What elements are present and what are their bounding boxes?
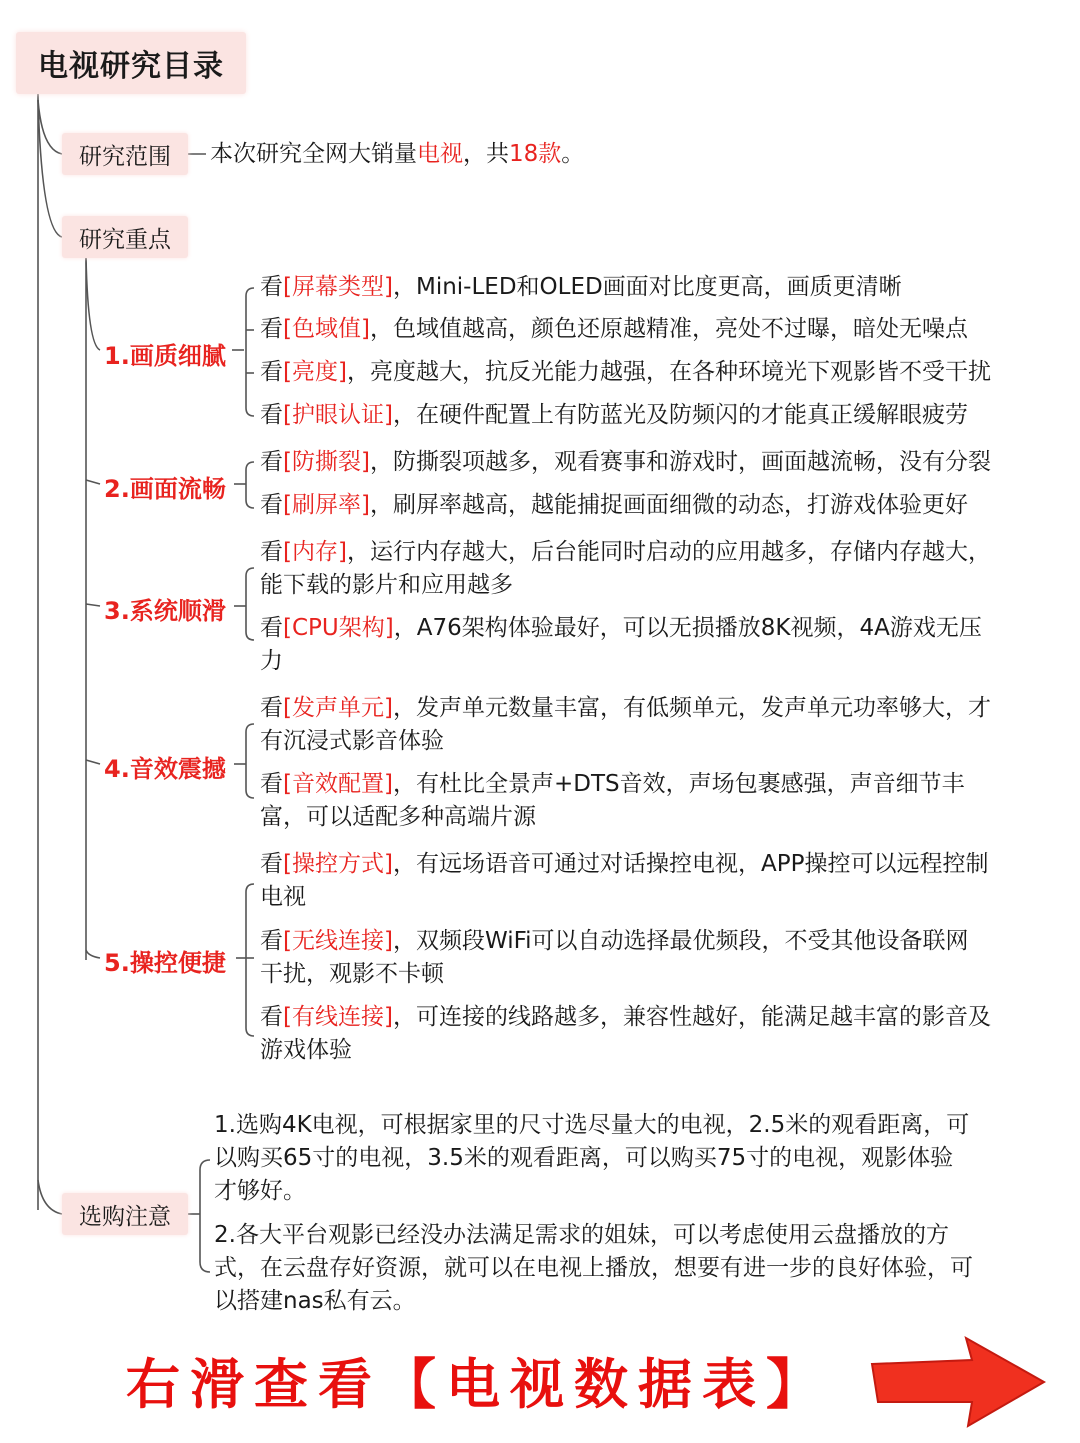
look-prefix: 看 [260, 274, 283, 300]
item-desc-2: 力 [260, 648, 283, 674]
note-line: 1.选购4K电视，可根据家里的尺寸选尽量大的电视，2.5米的观看距离，可 [214, 1112, 970, 1138]
item-eye-care: 看[护眼认证]，在硬件配置上有防蓝光及防频闪的才能真正缓解眼疲劳 [260, 402, 968, 428]
item-key: [内存] [283, 539, 347, 565]
scope-label: 研究范围 [62, 133, 188, 175]
item-anti-tearing: 看[防撕裂]，防撕裂项越多，观看赛事和游戏时，画面越流畅，没有分裂 [260, 449, 991, 475]
item-desc: ，防撕裂项越多，观看赛事和游戏时，画面越流畅，没有分裂 [369, 449, 991, 475]
item-desc: ，有杜比全景声+DTS音效，声场包裹感强，声音细节丰 [392, 771, 965, 797]
note-line: 以购买65寸的电视，3.5米的观看距离，可以购买75寸的电视，观影体验 [214, 1145, 954, 1171]
item-desc: ，刷屏率越高，越能捕捉画面细微的动态，打游戏体验更好 [369, 492, 968, 518]
note-line: 式，在云盘存好资源，就可以在电视上播放，想要有进一步的良好体验，可 [214, 1255, 973, 1281]
item-cpu: 看[CPU架构]，A76架构体验最好，可以无损播放8K视频，4A游戏无压 力 [260, 615, 982, 674]
item-key: [屏幕类型] [283, 274, 393, 300]
scope-text-suffix: 。 [561, 141, 585, 167]
group-title-system: 3.系统顺滑 [104, 597, 226, 625]
item-screen-type [260, 271, 902, 304]
item-desc: ，运行内存越大，后台能同时启动的应用越多，存储内存越大， [346, 539, 991, 565]
scope-text-mid: ，共 [463, 141, 509, 167]
item-memory: 看[内存]，运行内存越大，后台能同时启动的应用越多，存储内存越大， 能下载的影片和应用越多 [260, 539, 991, 598]
item-key: [操控方式] [283, 851, 393, 877]
scope-highlight-tv: 电视 [417, 141, 463, 167]
item-desc: ，有远场语音可通过对话操控电视，APP操控可以远程控制 [392, 851, 989, 877]
item-key: [有线连接] [283, 1004, 393, 1030]
root-title: 电视研究目录 [16, 32, 246, 94]
group-title-audio: 4.音效震撼 [104, 755, 226, 783]
item-control-method: 看[操控方式]，有远场语音可通过对话操控电视，APP操控可以远程控制 电视 [260, 851, 989, 910]
item-desc: ，色域值越高，颜色还原越精准，亮处不过曝，暗处无噪点 [369, 316, 968, 342]
item-desc: ，亮度越大，抗反光能力越强，在各种环境光下观影皆不受干扰 [346, 359, 991, 385]
item-key: [音效配置] [283, 771, 393, 797]
group-title-picture-quality: 1.画质细腻 [104, 342, 226, 370]
item-desc: ，双频段WiFi可以自动选择最优频段，不受其他设备联网 [392, 928, 969, 954]
item-desc: ，Mini-LED和OLED画面对比度更高，画质更清晰 [392, 274, 902, 300]
item-key: [色域值] [283, 316, 370, 342]
note-item-1 [214, 1109, 969, 1208]
group-title-smoothness: 2.画面流畅 [104, 475, 226, 503]
item-key: [无线连接] [283, 928, 393, 954]
item-desc-2: 游戏体验 [260, 1037, 352, 1063]
group-title-control: 5.操控便捷 [104, 949, 226, 977]
swipe-right-banner: 右滑查看【电视数据表】 [126, 1352, 830, 1416]
note-item-2 [214, 1219, 973, 1318]
item-audio-config: 看[音效配置]，有杜比全景声+DTS音效，声场包裹感强，声音细节丰 富，可以适配多种高端片源 [260, 771, 965, 830]
item-color-gamut: 看[色域值]，色域值越高，颜色还原越精准，亮处不过曝，暗处无噪点 [260, 316, 968, 342]
item-desc-2: 电视 [260, 884, 306, 910]
item-key: [亮度] [283, 359, 347, 385]
item-desc-2: 有沉浸式影音体验 [260, 728, 444, 754]
scope-highlight-count: 18款 [509, 141, 562, 167]
note-line: 才够好。 [214, 1178, 306, 1204]
item-key: [护眼认证] [283, 402, 393, 428]
focus-label: 研究重点 [62, 216, 188, 258]
item-speaker-units: 看[发声单元]，发声单元数量丰富，有低频单元，发声单元功率够大，才 有沉浸式影音体验 [260, 695, 991, 754]
item-key: [发声单元] [283, 695, 393, 721]
item-key: [防撕裂] [283, 449, 370, 475]
item-wireless: 看[无线连接]，双频段WiFi可以自动选择最优频段，不受其他设备联网 干扰，观影不卡顿 [260, 928, 969, 987]
right-arrow-icon [868, 1330, 1048, 1430]
note-line: 2.各大平台观影已经没办法满足需求的姐妹，可以考虑使用云盘播放的方 [214, 1222, 949, 1248]
item-desc-2: 能下载的影片和应用越多 [260, 572, 513, 598]
item-desc-2: 干扰，观影不卡顿 [260, 961, 444, 987]
item-brightness: 看[亮度]，亮度越大，抗反光能力越强，在各种环境光下观影皆不受干扰 [260, 359, 991, 385]
item-desc: ，可连接的线路越多，兼容性越好，能满足越丰富的影音及 [392, 1004, 991, 1030]
notes-label: 选购注意 [62, 1193, 188, 1235]
item-key: [CPU架构] [283, 615, 394, 641]
item-wired: 看[有线连接]，可连接的线路越多，兼容性越好，能满足越丰富的影音及 游戏体验 [260, 1004, 991, 1063]
item-desc-2: 富，可以适配多种高端片源 [260, 804, 536, 830]
scope-text [210, 138, 584, 171]
item-key: [刷屏率] [283, 492, 370, 518]
item-refresh-rate: 看[刷屏率]，刷屏率越高，越能捕捉画面细微的动态，打游戏体验更好 [260, 492, 968, 518]
item-desc: ，在硬件配置上有防蓝光及防频闪的才能真正缓解眼疲劳 [392, 402, 968, 428]
item-desc: ，发声单元数量丰富，有低频单元，发声单元功率够大，才 [392, 695, 991, 721]
item-desc: ，A76架构体验最好，可以无损播放8K视频，4A游戏无压 [393, 615, 982, 641]
scope-text-prefix: 本次研究全网大销量 [210, 141, 417, 167]
note-line: 以搭建nas私有云。 [214, 1288, 416, 1314]
